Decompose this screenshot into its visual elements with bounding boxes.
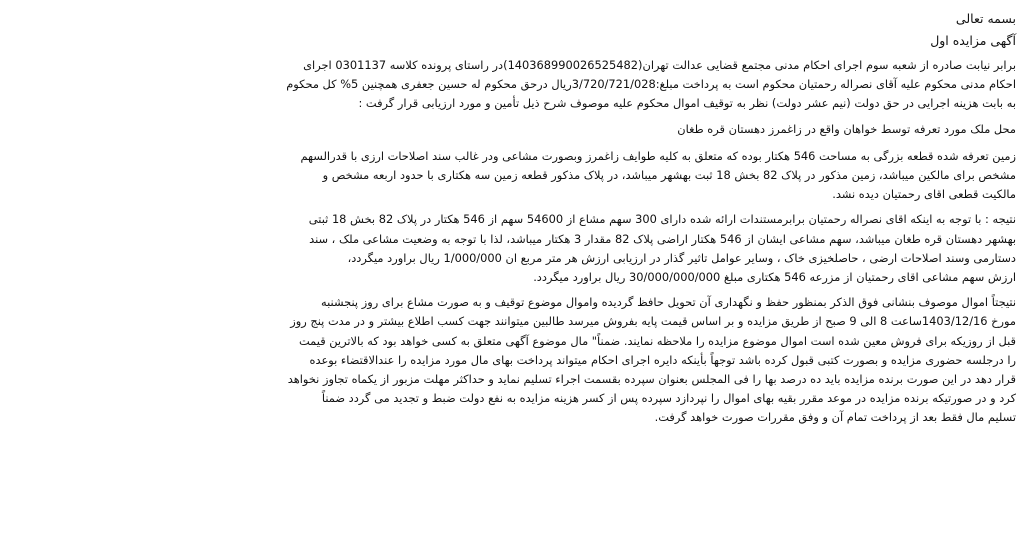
auction-line: تسلیم مال فقط بعد از پرداخت تمام آن و وفق مقررات صورت خواهد گرفت.	[654, 410, 1016, 425]
location-line: محل ملک مورد تعرفه توسط خواهان واقع در زاغمرز دهستان قره طغان	[677, 121, 1016, 136]
auction-line: نتیجتاً اموال موصوف بنشانی فوق الذکر بمنظور حفظ و نگهداری آن تحویل حافظ گردیده واموال موضوع توقیف و به صورت مشاع برای روز پنجشنبه	[320, 295, 1016, 310]
auction-line: قرار دهد در این صورت برنده مزایده باید ده درصد بها را فی المجلس بعنوان سپرده بقسمت اجراء تسلیم نماید و حداکثر مهلت مزبور از یکماه تجاوز نخواهد	[287, 372, 1016, 387]
location-paragraph	[8, 120, 1016, 139]
notice-title: آگهی مزایده اول	[930, 33, 1016, 48]
result-line: ارزش سهم مشاعی اقای رحمتیان از مزرعه 546 هکتاری مبلغ 30/000/000/000 ریال براورد میگردد.	[533, 270, 1016, 285]
intro-paragraph	[8, 56, 1016, 114]
description-paragraph	[8, 147, 1016, 205]
result-line: دستارمی وسند اصلاحات ارضی ، حاصلخیزی خاک ، وسایر عوامل تاثیر گذار در ارزیابی ارزش هر متر مربع ان 1/000/000 ریال براورد میگردد،	[347, 250, 1016, 265]
auction-line: را درجلسه حضوری مزایده و بصورت کتبی قبول کرده باشد توجهاً بأینکه دایره اجرای احکام میتواند پرداخت بهای مال مورد مزایده را عندالاقتضاء بوعده	[309, 352, 1016, 367]
description-line: زمین تعرفه شده قطعه بزرگی به مساحت 546 هکتار بوده که متعلق به کلیه طوایف زاغمرز وبصورت مشاعی ودر غالب سند اصلاحات ارزی با قدرالسهم	[300, 148, 1016, 163]
intro-line: برابر نیابت صادره از شعبه سوم اجرای احکام مدنی مجتمع قضایی عدالت تهران(140368990026525482)در راستای پرونده کلاسه 0301137 اجرای	[303, 58, 1016, 72]
result-line: بهشهر دهستان قره طغان میباشد، سهم مشاعی ایشان از 546 هکتار اراضی پلاک 82 مقدار 3 هکتار میباشد، لذا با توجه به وضعیت مشاعی ملک ، سند	[309, 231, 1016, 246]
result-paragraph	[8, 210, 1016, 287]
description-line: مالکیت قطعی اقای رحمتیان دیده نشد.	[832, 187, 1016, 202]
intro-line: به بابت هزینه اجرایی در حق دولت (نیم عشر دولت) نظر به توقیف اموال محکوم علیه موصوف شرح ذیل تأمین و مورد ارزیابی قرار گرفت :	[358, 96, 1016, 111]
auction-line: قبل از روزیکه برای فروش معین شده است اموال موضوع مزایده را ملاحظه نمایند. ضمناً" مال موضوع آگهی متعلق به کسی خواهد بود که بالاترین قیمت	[298, 333, 1016, 348]
description-line: مشخص برای مالکین میباشد، زمین مذکور در پلاک 82 بخش 18 ثبت بهشهر میباشد، در پلاک مذکور قطعه زمین سه هکتاری با حدود اربعه مشخص و	[322, 168, 1016, 183]
basmala-heading: بسمه تعالی	[955, 11, 1016, 26]
auction-paragraph	[8, 293, 1016, 427]
intro-line: احکام مدنی محکوم علیه آقای نصراله رحمتیان محکوم است به پرداخت مبلغ:3/720/721/028ریال درحق محکوم له حسین جعفری همچنین 5% کل محکوم	[286, 77, 1016, 92]
result-line: نتیجه : با توجه به اینکه اقای نصراله رحمتیان برابرمستندات ارائه شده دارای 300 سهم مشاع از 54600 سهم از 546 هکتار در پلاک 82 بخش 18 ثبتی	[308, 212, 1016, 227]
auction-line: مورخ 1403/12/16ساعت 8 الی 9 صبح از طریق مزایده و بر اساس قیمت پایه بفروش میرسد طالبین میتوانند جهت کسب اطلاع بیشتر و در مدت پنج روز	[290, 314, 1016, 329]
auction-line: کرد و در صورتیکه برنده مزایده در موعد مقرر بقیه بهای اموال را نپردازد سپرده پس از کسر هزینه مزایده به نفع دولت ضبط و تجدید می گردد ضمناً	[321, 391, 1016, 406]
